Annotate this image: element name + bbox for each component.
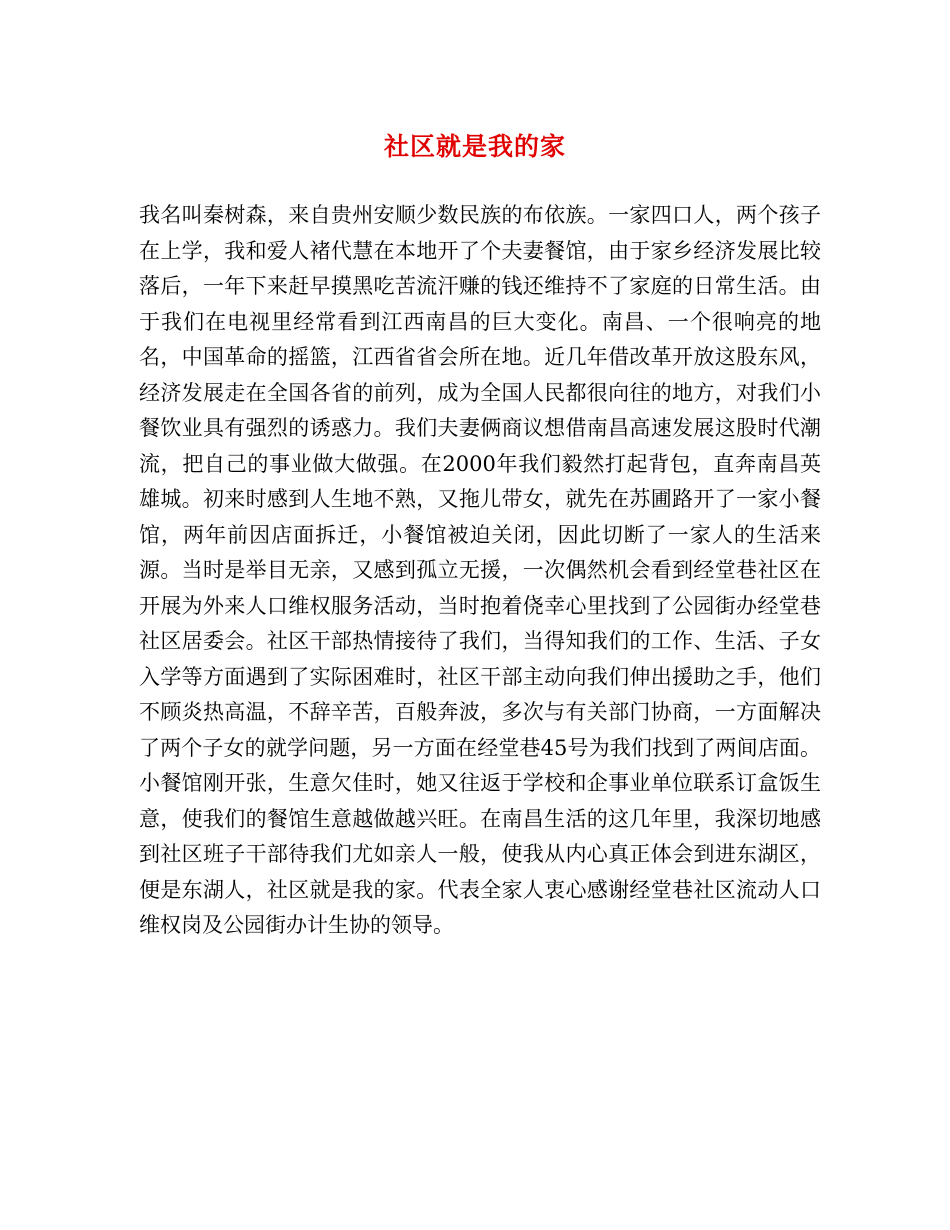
body-paragraph: 我名叫秦树森，来自贵州安顺少数民族的布依族。一家四口人，两个孩子在上学，我和爱人褚代慧在本地开了个夫妻餐馆，由于家乡经济发展比较落后，一年下来赶早摸黑吃苦流汗赚的钱还维持不了家庭的日常生活。由于我们在电视里经常看到江西南昌的巨大变化。南昌、一个很响亮的地名，中国革命的摇篮，江西省省会所在地。近几年借改革开放这股东风，经济发展走在全国各省的前列，成为全国人民都很向往的地方，对我们小餐饮业具有强烈的诱惑力。我们夫妻俩商议想借南昌高速发展这股时代潮流，把自己的事业做大做强。在2000年我们毅然打起背包，直奔南昌英雄城。初来时感到人生地不熟，又拖儿带女，就先在苏圃路开了一家小餐馆，两年前因店面拆迁，小餐馆被迫关闭，因此切断了一家人的生活来源。当时是举目无亲，又感到孤立无援，一次偶然机会看到经堂巷社区在开展为外来人口维权服务活动，当时抱着侥幸心里找到了公园街办经堂巷社区居委会。社区干部热情接待了我们，当得知我们的工作、生活、子女入学等方面遇到了实际困难时，社区干部主动向我们伸出援助之手，他们不顾炎热高温，不辞辛苦，百般奔波，多次与有关部门协商，一方面解决了两个子女的就学问题，另一方面在经堂巷45号为我们找到了两间店面。小餐馆刚开张，生意欠佳时，她又往返于学校和企事业单位联系订盒饭生意，使我们的餐馆生意越做越兴旺。在南昌生活的这几年里，我深切地感到社区班子干部待我们尤如亲人一般，使我从内心真正体会到进东湖区，便是东湖人，社区就是我的家。代表全家人衷心感谢经堂巷社区流动人口维权岗及公园街办计生协的领导。 — [139, 203, 821, 937]
document-title: 社区就是我的家 — [383, 132, 566, 161]
